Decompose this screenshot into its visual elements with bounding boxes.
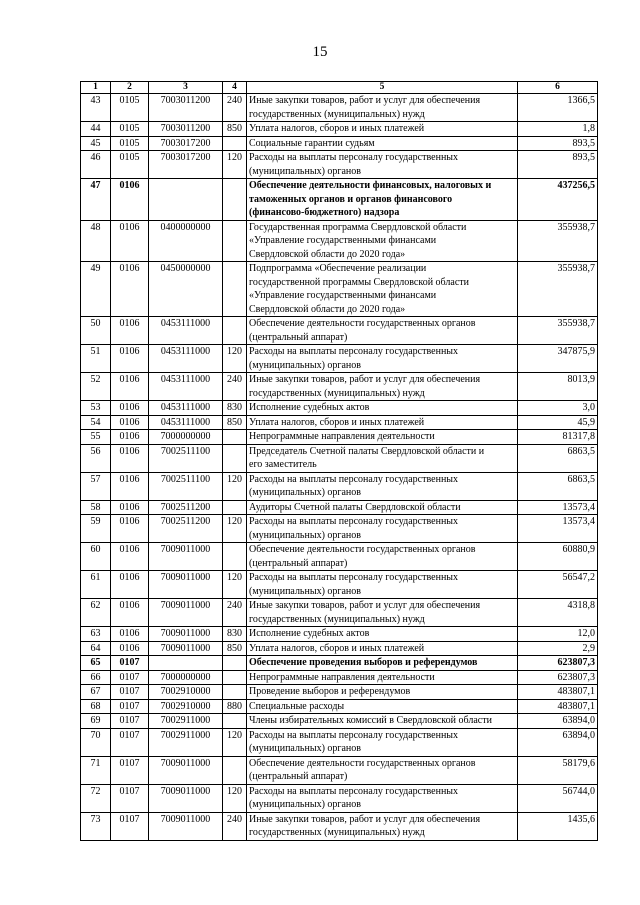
target-code-cell: 7003011200 <box>149 122 223 137</box>
table-row <box>81 627 598 642</box>
section-code-cell: 0106 <box>111 571 149 599</box>
item-name-cell <box>247 670 518 685</box>
expense-type-cell <box>223 756 247 784</box>
item-name-line: (муниципальных) органов <box>249 585 362 597</box>
table-row <box>81 401 598 416</box>
amount-cell: 355938,7 <box>518 262 598 317</box>
item-name-line: (финансово-бюджетного) надзора <box>249 207 400 218</box>
expense-type-cell <box>223 430 247 445</box>
target-code-cell: 0453111000 <box>149 401 223 416</box>
target-code-cell: 7009011000 <box>149 784 223 812</box>
item-name-line: Непрограммные направления деятельности <box>249 431 435 442</box>
item-name-cell <box>247 728 518 756</box>
expense-type-cell <box>223 685 247 700</box>
item-name-line: Иные закупки товаров, работ и услуг для обеспечения <box>249 374 481 385</box>
target-code-cell: 7003011200 <box>149 94 223 122</box>
item-name-line: (муниципальных) органов <box>249 529 362 541</box>
item-name-cell <box>247 784 518 812</box>
table-row <box>81 430 598 445</box>
item-name-line: Социальные гарантии судьям <box>249 137 375 149</box>
item-name-line: Свердловской области до 2020 года» <box>249 303 406 315</box>
table-row <box>81 515 598 543</box>
item-name-line: таможенных органов и органов финансового <box>249 193 453 205</box>
row-number-cell: 70 <box>81 728 111 756</box>
amount-cell: 1435,6 <box>518 812 598 840</box>
expense-type-cell: 120 <box>223 728 247 756</box>
section-code-cell: 0106 <box>111 262 149 317</box>
table-row <box>81 373 598 401</box>
item-name-line: (муниципальных) органов <box>249 743 362 754</box>
target-code-cell: 7002910000 <box>149 685 223 700</box>
row-number-cell: 50 <box>81 317 111 345</box>
row-number-cell: 67 <box>81 685 111 700</box>
amount-cell: 45,9 <box>518 415 598 430</box>
table-row <box>81 151 598 179</box>
section-code-cell: 0107 <box>111 812 149 840</box>
section-code-cell: 0106 <box>111 373 149 401</box>
row-number-cell: 53 <box>81 401 111 416</box>
row-number-cell: 54 <box>81 415 111 430</box>
section-code-cell: 0107 <box>111 685 149 700</box>
item-name-line: Проведение выборов и референдумов <box>249 686 411 697</box>
row-number-cell: 65 <box>81 656 111 671</box>
section-code-cell: 0107 <box>111 728 149 756</box>
expense-type-cell: 120 <box>223 571 247 599</box>
table-row <box>81 122 598 137</box>
item-name-line: Обеспечение деятельности финансовых, налоговых и <box>249 180 492 191</box>
expense-type-cell: 120 <box>223 151 247 179</box>
table-row <box>81 444 598 472</box>
item-name-cell <box>247 94 518 122</box>
row-number-cell: 58 <box>81 500 111 515</box>
table-row <box>81 670 598 685</box>
table-row <box>81 656 598 671</box>
table-row <box>81 472 598 500</box>
section-code-cell: 0105 <box>111 151 149 179</box>
table-row <box>81 262 598 317</box>
table-row <box>81 728 598 756</box>
row-number-cell: 69 <box>81 714 111 729</box>
item-name-line: Государственная программа Свердловской области <box>249 221 467 233</box>
row-number-cell: 66 <box>81 670 111 685</box>
row-number-cell: 62 <box>81 599 111 627</box>
table-row <box>81 812 598 840</box>
section-code-cell: 0106 <box>111 444 149 472</box>
section-code-cell: 0107 <box>111 714 149 729</box>
item-name-cell <box>247 599 518 627</box>
item-name-line: Расходы на выплаты персоналу государственных <box>249 473 459 485</box>
item-name-line: Обеспечение деятельности государственных органов <box>249 318 476 329</box>
target-code-cell: 7002511200 <box>149 515 223 543</box>
expense-type-cell <box>223 317 247 345</box>
item-name-line: Расходы на выплаты персоналу государственных <box>249 572 459 583</box>
target-code-cell: 7000000000 <box>149 430 223 445</box>
item-name-cell <box>247 345 518 373</box>
item-name-cell <box>247 136 518 151</box>
target-code-cell: 0450000000 <box>149 262 223 317</box>
budget-table <box>80 81 598 841</box>
section-code-cell: 0105 <box>111 136 149 151</box>
item-name-line: государственных (муниципальных) нужд <box>249 613 425 625</box>
item-name-cell <box>247 415 518 430</box>
row-number-cell: 47 <box>81 179 111 221</box>
expense-type-cell: 120 <box>223 345 247 373</box>
item-name-cell <box>247 641 518 656</box>
item-name-cell <box>247 373 518 401</box>
item-name-line: Обеспечение деятельности государственных органов <box>249 544 476 555</box>
table-row <box>81 699 598 714</box>
item-name-cell <box>247 430 518 445</box>
target-code-cell: 7009011000 <box>149 756 223 784</box>
item-name-cell <box>247 317 518 345</box>
expense-type-cell <box>223 543 247 571</box>
target-code-cell: 7009011000 <box>149 641 223 656</box>
section-code-cell: 0106 <box>111 641 149 656</box>
expense-type-cell: 120 <box>223 472 247 500</box>
row-number-cell: 72 <box>81 784 111 812</box>
expense-type-cell: 850 <box>223 415 247 430</box>
row-number-cell: 46 <box>81 151 111 179</box>
item-name-cell <box>247 262 518 317</box>
section-code-cell: 0107 <box>111 670 149 685</box>
amount-cell: 13573,4 <box>518 500 598 515</box>
item-name-line: (центральный аппарат) <box>249 557 348 569</box>
amount-cell: 3,0 <box>518 401 598 416</box>
table-row <box>81 179 598 221</box>
item-name-cell <box>247 122 518 137</box>
item-name-cell <box>247 543 518 571</box>
item-name-cell <box>247 472 518 500</box>
target-code-cell: 0453111000 <box>149 373 223 401</box>
item-name-line: Обеспечение проведения выборов и референдумов <box>249 657 478 668</box>
section-code-cell: 0106 <box>111 345 149 373</box>
expense-type-cell: 850 <box>223 641 247 656</box>
item-name-cell <box>247 699 518 714</box>
expense-type-cell <box>223 262 247 317</box>
expense-type-cell: 850 <box>223 122 247 137</box>
expense-type-cell: 880 <box>223 699 247 714</box>
row-number-cell: 63 <box>81 627 111 642</box>
section-code-cell: 0106 <box>111 472 149 500</box>
expense-type-cell: 240 <box>223 373 247 401</box>
table-row <box>81 714 598 729</box>
item-name-line: (муниципальных) органов <box>249 799 362 810</box>
section-code-cell: 0107 <box>111 656 149 671</box>
item-name-line: Председатель Счетной палаты Свердловской области и <box>249 445 485 457</box>
row-number-cell: 52 <box>81 373 111 401</box>
item-name-line: Расходы на выплаты персоналу государственных <box>249 346 459 357</box>
item-name-line: его заместитель <box>249 459 317 470</box>
section-code-cell: 0106 <box>111 500 149 515</box>
expense-type-cell: 240 <box>223 94 247 122</box>
column-header: 1 <box>81 82 111 94</box>
target-code-cell: 7002511200 <box>149 500 223 515</box>
amount-cell: 58179,6 <box>518 756 598 784</box>
amount-cell: 355938,7 <box>518 220 598 262</box>
target-code-cell: 7002511100 <box>149 472 223 500</box>
item-name-cell <box>247 515 518 543</box>
table-header-row <box>81 82 598 94</box>
row-number-cell: 45 <box>81 136 111 151</box>
item-name-line: Уплата налогов, сборов и иных платежей <box>249 416 425 428</box>
expense-type-cell: 240 <box>223 599 247 627</box>
section-code-cell: 0107 <box>111 699 149 714</box>
table-row <box>81 571 598 599</box>
expense-type-cell <box>223 670 247 685</box>
item-name-line: (муниципальных) органов <box>249 165 362 177</box>
table-row <box>81 756 598 784</box>
section-code-cell: 0106 <box>111 543 149 571</box>
item-name-line: Специальные расходы <box>249 700 345 712</box>
section-code-cell: 0106 <box>111 430 149 445</box>
section-code-cell: 0106 <box>111 317 149 345</box>
amount-cell: 2,9 <box>518 641 598 656</box>
row-number-cell: 73 <box>81 812 111 840</box>
item-name-line: Расходы на выплаты персоналу государственных <box>249 729 459 741</box>
row-number-cell: 61 <box>81 571 111 599</box>
target-code-cell: 7009011000 <box>149 543 223 571</box>
amount-cell: 355938,7 <box>518 317 598 345</box>
section-code-cell: 0107 <box>111 756 149 784</box>
amount-cell: 623807,3 <box>518 670 598 685</box>
row-number-cell: 64 <box>81 641 111 656</box>
row-number-cell: 43 <box>81 94 111 122</box>
amount-cell: 8013,9 <box>518 373 598 401</box>
amount-cell: 12,0 <box>518 627 598 642</box>
item-name-line: Непрограммные направления деятельности <box>249 671 435 683</box>
item-name-line: Исполнение судебных актов <box>249 628 370 639</box>
row-number-cell: 56 <box>81 444 111 472</box>
item-name-line: (муниципальных) органов <box>249 487 362 498</box>
expense-type-cell <box>223 136 247 151</box>
section-code-cell: 0106 <box>111 415 149 430</box>
amount-cell: 60880,9 <box>518 543 598 571</box>
amount-cell: 623807,3 <box>518 656 598 671</box>
item-name-line: Уплата налогов, сборов и иных платежей <box>249 123 425 134</box>
table-row <box>81 543 598 571</box>
section-code-cell: 0106 <box>111 401 149 416</box>
target-code-cell: 7009011000 <box>149 599 223 627</box>
target-code-cell: 0453111000 <box>149 345 223 373</box>
row-number-cell: 55 <box>81 430 111 445</box>
row-number-cell: 68 <box>81 699 111 714</box>
expense-type-cell <box>223 444 247 472</box>
target-code-cell: 7003017200 <box>149 136 223 151</box>
table-row <box>81 136 598 151</box>
row-number-cell: 60 <box>81 543 111 571</box>
item-name-line: (муниципальных) органов <box>249 359 362 371</box>
amount-cell: 1366,5 <box>518 94 598 122</box>
item-name-cell <box>247 756 518 784</box>
item-name-cell <box>247 220 518 262</box>
item-name-cell <box>247 401 518 416</box>
section-code-cell: 0106 <box>111 220 149 262</box>
target-code-cell: 0453111000 <box>149 317 223 345</box>
amount-cell: 56744,0 <box>518 784 598 812</box>
item-name-cell <box>247 656 518 671</box>
item-name-line: Обеспечение деятельности государственных органов <box>249 757 476 769</box>
amount-cell: 13573,4 <box>518 515 598 543</box>
section-code-cell: 0106 <box>111 179 149 221</box>
item-name-line: «Управление государственными финансами <box>249 290 437 301</box>
item-name-line: «Управление государственными финансами <box>249 235 437 246</box>
item-name-cell <box>247 444 518 472</box>
amount-cell: 63894,0 <box>518 714 598 729</box>
row-number-cell: 48 <box>81 220 111 262</box>
amount-cell: 347875,9 <box>518 345 598 373</box>
amount-cell: 6863,5 <box>518 472 598 500</box>
item-name-line: Расходы на выплаты персоналу государственных <box>249 516 459 527</box>
target-code-cell: 7009011000 <box>149 627 223 642</box>
table-row <box>81 641 598 656</box>
item-name-line: Расходы на выплаты персоналу государственных <box>249 785 459 797</box>
amount-cell: 893,5 <box>518 136 598 151</box>
amount-cell: 63894,0 <box>518 728 598 756</box>
table-row <box>81 415 598 430</box>
target-code-cell: 7002910000 <box>149 699 223 714</box>
table-row <box>81 784 598 812</box>
target-code-cell: 7003017200 <box>149 151 223 179</box>
row-number-cell: 57 <box>81 472 111 500</box>
expense-type-cell: 120 <box>223 784 247 812</box>
amount-cell: 483807,1 <box>518 685 598 700</box>
section-code-cell: 0107 <box>111 784 149 812</box>
item-name-cell <box>247 812 518 840</box>
amount-cell: 81317,8 <box>518 430 598 445</box>
item-name-line: Иные закупки товаров, работ и услуг для обеспечения <box>249 600 481 611</box>
item-name-line: государственных (муниципальных) нужд <box>249 108 425 120</box>
amount-cell: 437256,5 <box>518 179 598 221</box>
item-name-line: Иные закупки товаров, работ и услуг для обеспечения <box>249 813 481 825</box>
item-name-line: Исполнение судебных актов <box>249 402 370 413</box>
expense-type-cell: 240 <box>223 812 247 840</box>
item-name-line: государственных (муниципальных) нужд <box>249 387 425 399</box>
target-code-cell <box>149 179 223 221</box>
target-code-cell: 0453111000 <box>149 415 223 430</box>
amount-cell: 893,5 <box>518 151 598 179</box>
item-name-line: Иные закупки товаров, работ и услуг для обеспечения <box>249 95 481 106</box>
expense-type-cell: 830 <box>223 401 247 416</box>
target-code-cell: 0400000000 <box>149 220 223 262</box>
column-header: 3 <box>149 82 223 94</box>
target-code-cell: 7002911000 <box>149 728 223 756</box>
table-row <box>81 220 598 262</box>
section-code-cell: 0106 <box>111 599 149 627</box>
column-header: 6 <box>518 82 598 94</box>
item-name-line: Расходы на выплаты персоналу государственных <box>249 152 459 163</box>
table-row <box>81 500 598 515</box>
table-row <box>81 317 598 345</box>
item-name-cell <box>247 714 518 729</box>
row-number-cell: 59 <box>81 515 111 543</box>
target-code-cell <box>149 656 223 671</box>
item-name-cell <box>247 685 518 700</box>
row-number-cell: 44 <box>81 122 111 137</box>
row-number-cell: 51 <box>81 345 111 373</box>
section-code-cell: 0106 <box>111 627 149 642</box>
target-code-cell: 7002511100 <box>149 444 223 472</box>
expense-type-cell <box>223 714 247 729</box>
page-number: 15 <box>312 44 328 60</box>
expense-type-cell <box>223 656 247 671</box>
section-code-cell: 0106 <box>111 515 149 543</box>
expense-type-cell <box>223 220 247 262</box>
table-row <box>81 345 598 373</box>
item-name-line: Аудиторы Счетной палаты Свердловской области <box>249 501 461 513</box>
table-body <box>81 94 598 841</box>
item-name-line: (центральный аппарат) <box>249 771 348 782</box>
item-name-line: Подпрограмма «Обеспечение реализации <box>249 263 427 274</box>
item-name-line: государственной программы Свердловской области <box>249 276 469 288</box>
target-code-cell: 7009011000 <box>149 812 223 840</box>
table-row <box>81 685 598 700</box>
section-code-cell: 0105 <box>111 94 149 122</box>
expense-type-cell: 830 <box>223 627 247 642</box>
column-header: 2 <box>111 82 149 94</box>
expense-type-cell <box>223 179 247 221</box>
item-name-line: Уплата налогов, сборов и иных платежей <box>249 642 425 654</box>
item-name-cell <box>247 179 518 221</box>
item-name-line: Свердловской области до 2020 года» <box>249 248 406 260</box>
target-code-cell: 7000000000 <box>149 670 223 685</box>
target-code-cell: 7002911000 <box>149 714 223 729</box>
item-name-cell <box>247 571 518 599</box>
row-number-cell: 49 <box>81 262 111 317</box>
amount-cell: 4318,8 <box>518 599 598 627</box>
amount-cell: 483807,1 <box>518 699 598 714</box>
item-name-line: (центральный аппарат) <box>249 331 348 343</box>
item-name-cell <box>247 500 518 515</box>
section-code-cell: 0105 <box>111 122 149 137</box>
expense-type-cell <box>223 500 247 515</box>
amount-cell: 1,8 <box>518 122 598 137</box>
item-name-line: государственных (муниципальных) нужд <box>249 827 425 838</box>
amount-cell: 56547,2 <box>518 571 598 599</box>
column-header: 4 <box>223 82 247 94</box>
target-code-cell: 7009011000 <box>149 571 223 599</box>
table-row <box>81 599 598 627</box>
row-number-cell: 71 <box>81 756 111 784</box>
amount-cell: 6863,5 <box>518 444 598 472</box>
expense-type-cell: 120 <box>223 515 247 543</box>
column-header: 5 <box>247 82 518 94</box>
item-name-cell <box>247 627 518 642</box>
table-row <box>81 94 598 122</box>
item-name-line: Члены избирательных комиссий в Свердловской области <box>249 715 492 726</box>
item-name-cell <box>247 151 518 179</box>
